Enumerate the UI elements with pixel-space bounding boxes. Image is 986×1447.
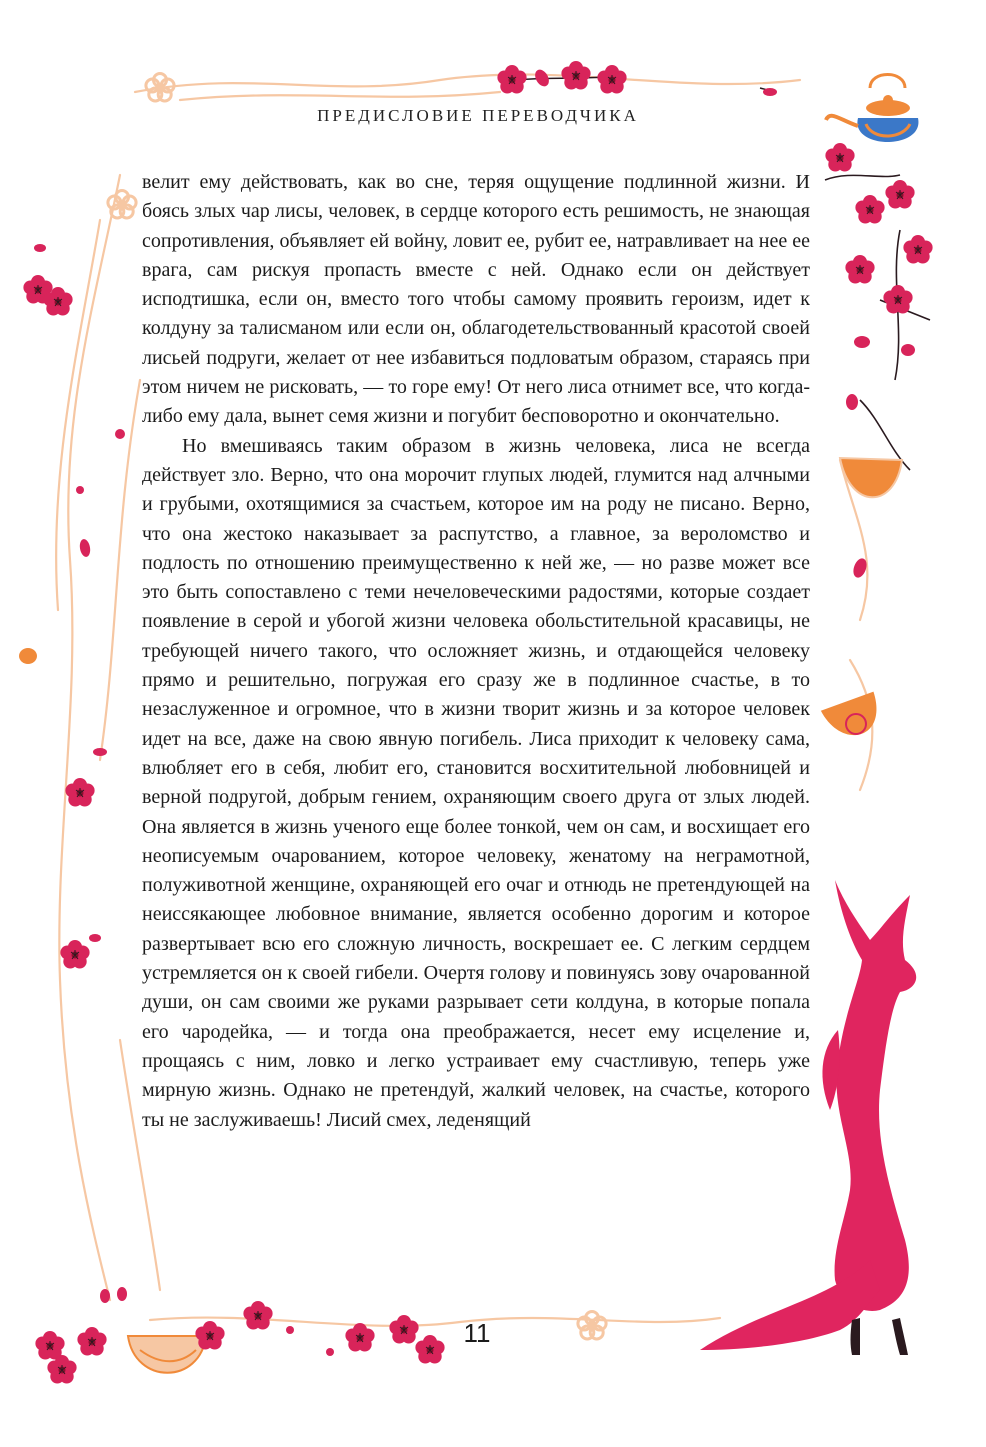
bowl-icon bbox=[821, 458, 902, 744]
plum-blossom-icon bbox=[497, 61, 777, 96]
page-number: 11 bbox=[463, 1318, 491, 1348]
paragraph-continuation: велит ему действовать, как во сне, теряя ощущение подлинной жизни. И боясь злых чар лисы, человек, в сердце которого есть решимость, не знающая сопротивления, объявляет ей войну, ловит ее, рубит ее, натравливает на нее ее врага, сам рискуя пропасть вместе с ней. Однако если он действует исподтишка, если он, вместо того чтобы самому проявить героизм, идет к колдуну за талисманом или если он, облагодетельствованный красотой своей лисьей подруги, желает от нее избавиться подловатым образом, стараясь при этом ничем не рисковать, — то горе ему! От него лиса отнимет все, что когда-либо ему дала, вынет семя жизни и погубит бесповоротно и окончательно. bbox=[142, 171, 810, 428]
body-text bbox=[142, 168, 810, 1135]
running-header: ПРЕДИСЛОВИЕ ПЕРЕВОДЧИКА bbox=[317, 106, 639, 125]
bowl-icon bbox=[128, 1336, 206, 1373]
plum-blossom-icon bbox=[35, 1287, 444, 1384]
plum-blossom-icon bbox=[825, 143, 932, 579]
paragraph: Но вмешиваясь таким образом в жизнь человека, лиса не всегда действует зло. Верно, что она морочит глупых людей, глумится над алчными и грубыми, охотящимися за счастьем, которое им на роду не писано. Верно, что она жестоко наказывает за распутство, а главное, за вероломство и подлость по отношению преимущественно к ней же, — но разве может все это быть сопоставлено с теми нечеловеческими радостями, которые создает появление в серой и убогой жизни человека обольстительной красавицы, не требующей ничего такого, что осложняет жизнь, и отдающейся человеку прямо и решительно, погружая его сразу же в подлинное счастье, в то незаслуженное и огромное, что в жизни творит жизнь и за которое человек идет на все, даже на свою явную погибель. Лиса приходит к человеку сама, влюбляет его в себя, любит его, становится восхитительной любовницей и верной подругой, добрым гением, охраняющим своего друга от злых людей. Она является в жизнь ученого еще более тонкой, чем он сам, и восхищает его неописуемым очарованием, которое человеку, женатому на неграмотной, полуживотной женщине, охраняющей его очаг и отнюдь не претендующей на неиссякающее любовное внимание, является особенно дорогим и которое развертывает всю его сложную личность, воскрешает ее. С легким сердцем устремляется он к своей гибели. Очертя голову и повинуясь зову очарованной души, он сам своими же руками разрывает сети колдуна, в которые попала его чародейка, — и тогда она преображается, несет ему исцеление и, прощаясь с ним, ловко и легко устраивает ему счастливую, теперь уже мирную жизнь. Однако не претендуй, жалкий человек, на счастье, которого ты не заслуживаешь! Лисий смех, леденящий bbox=[142, 434, 810, 1131]
